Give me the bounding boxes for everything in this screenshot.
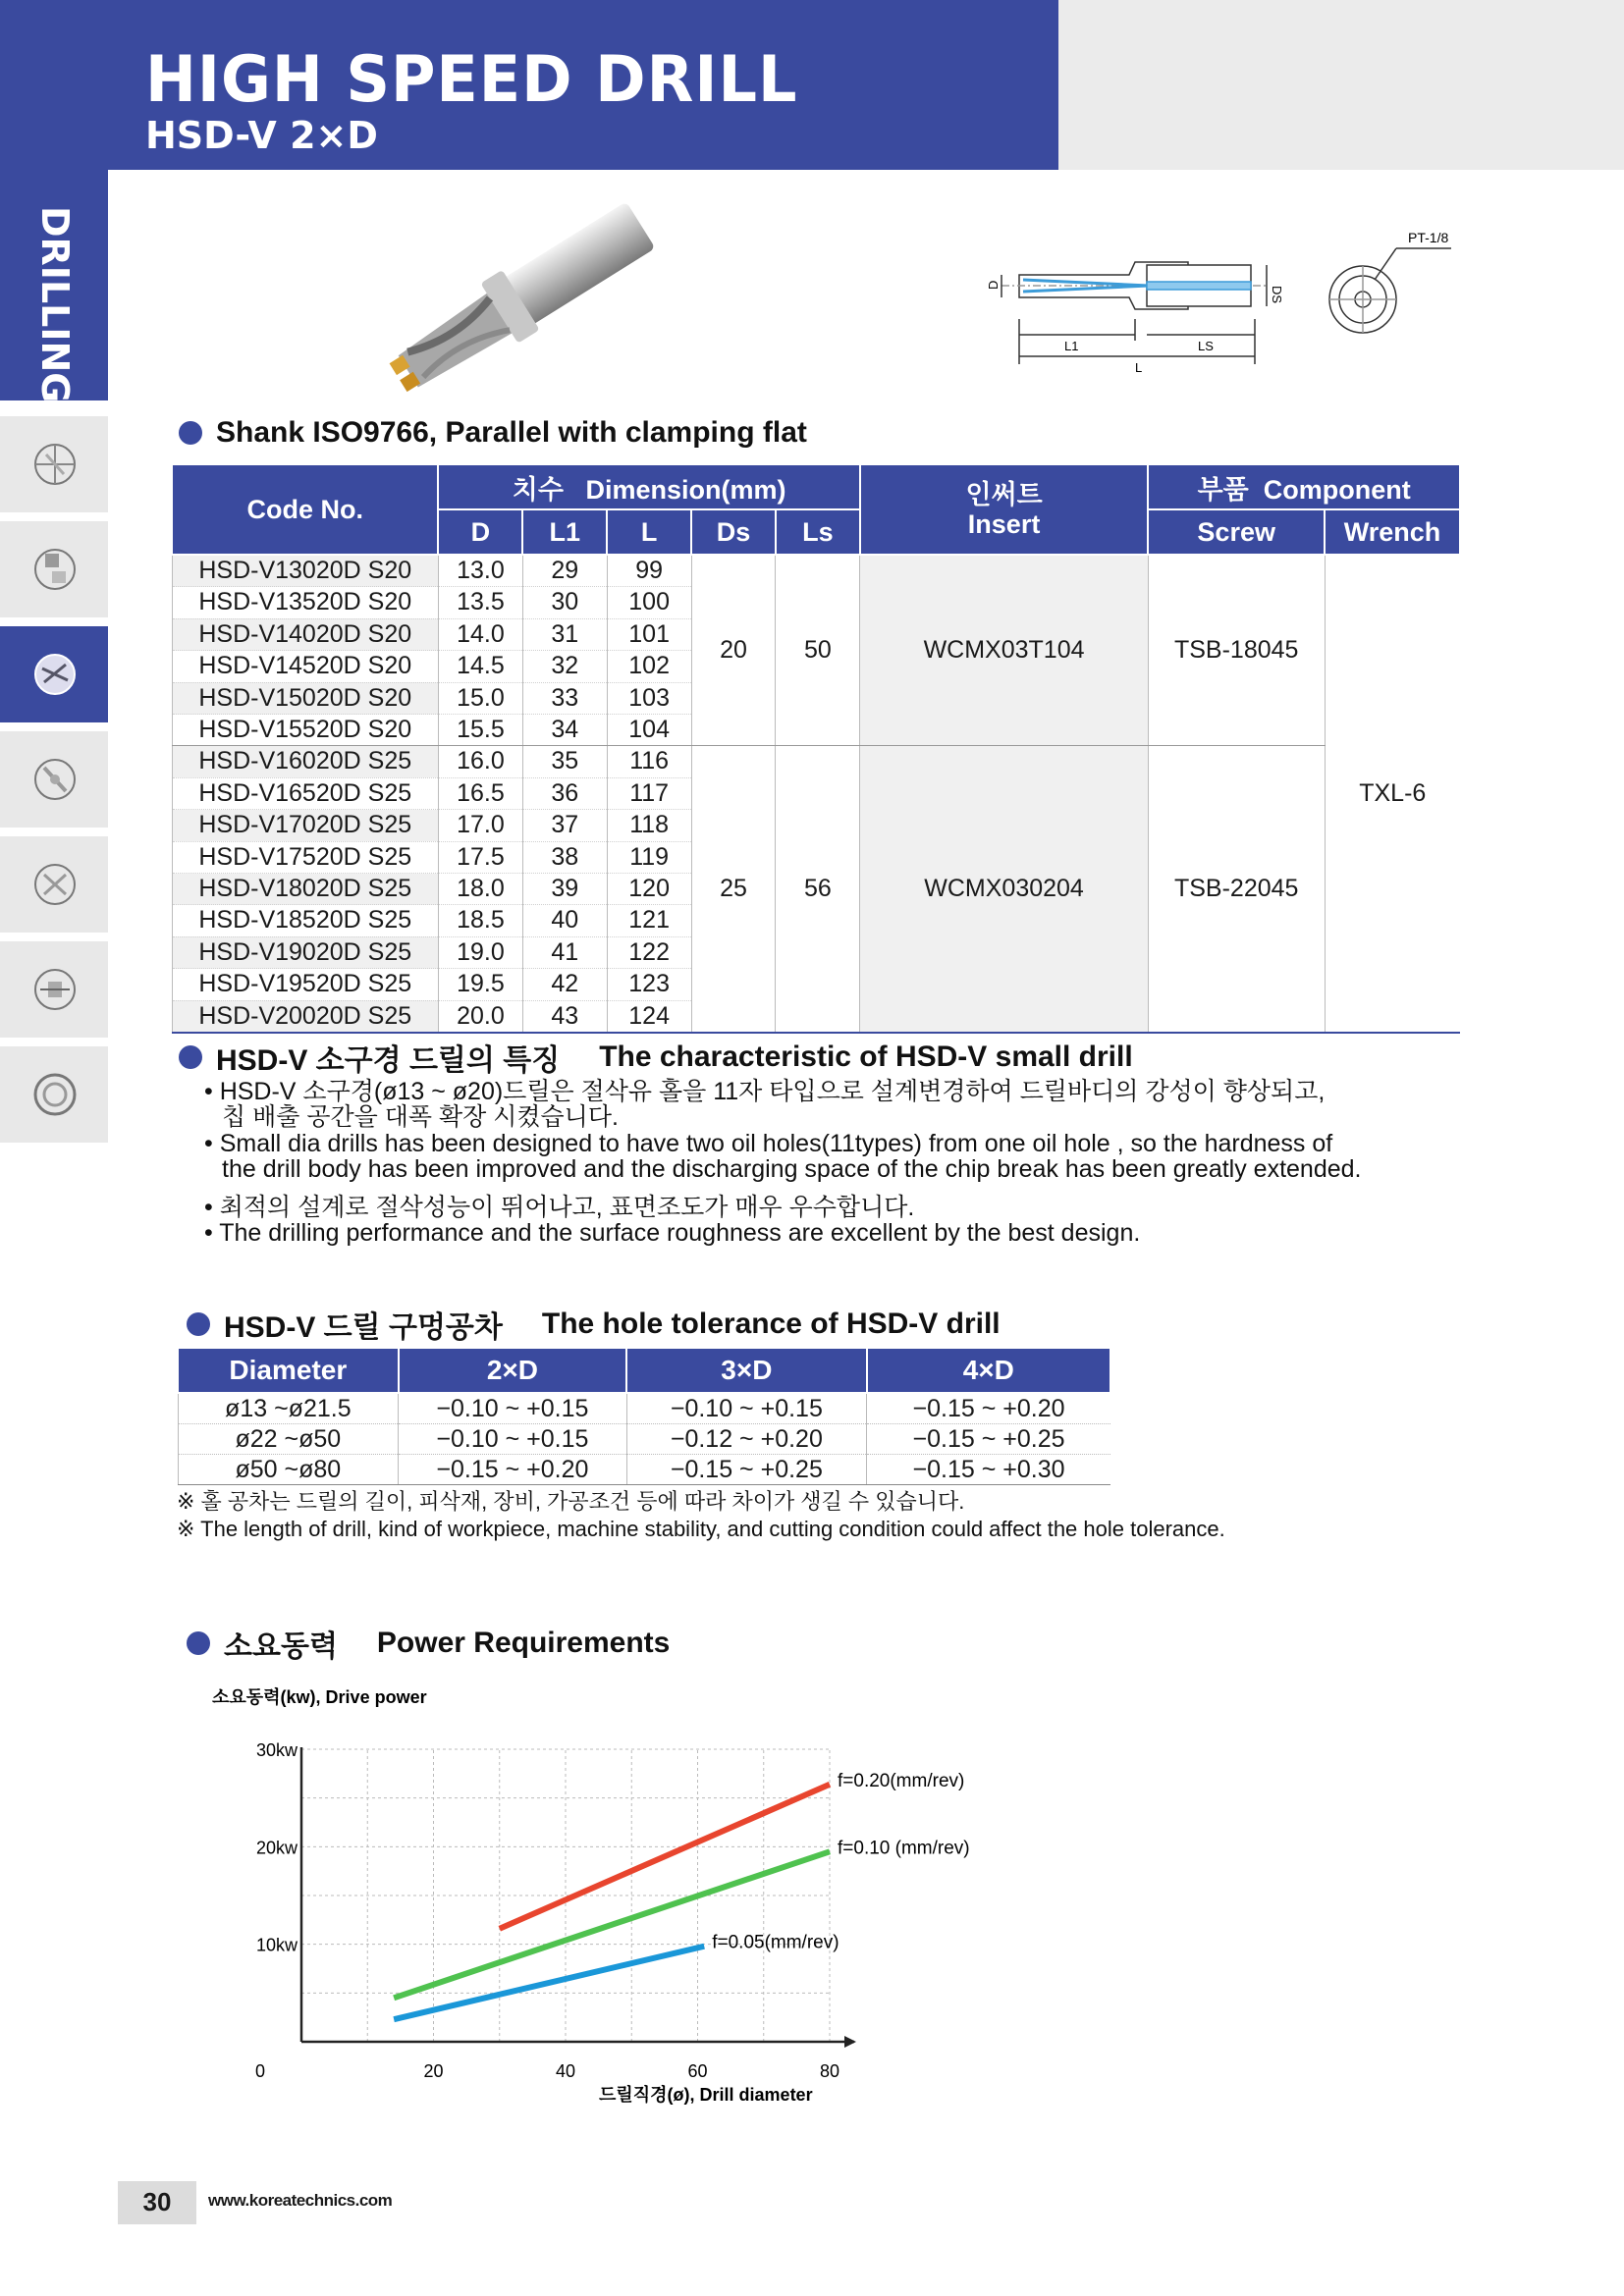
group2-ls: 56 xyxy=(776,746,860,1033)
col-dimension: 치수 Dimension(mm) xyxy=(438,464,859,509)
col-screw: Screw xyxy=(1148,509,1325,555)
series-label-3: f=0.05(mm/rev) xyxy=(712,1932,839,1953)
table-row: HSD-V19520D S25 19.5 42 123 xyxy=(172,969,1460,1000)
feature-text-en-1: • Small dia drills has been designed to have two oil holes(11types) from one oil hole , so the hardness of xyxy=(204,1130,1333,1157)
side-tab-5[interactable] xyxy=(0,836,108,933)
group2-screw: TSB-22045 xyxy=(1148,746,1325,1033)
side-tab-6[interactable] xyxy=(0,941,108,1038)
series-label-2: f=0.10 (mm/rev) xyxy=(838,1838,970,1859)
bullet-dot xyxy=(179,1045,202,1069)
table-row: HSD-V14520D S20 14.5 32 102 xyxy=(172,651,1460,682)
col-l: L xyxy=(607,509,691,555)
table-row: HSD-V16020D S25 16.0 35 116 25 56 WCMX030204 TSB-22045 xyxy=(172,746,1460,777)
drill-profile-icon xyxy=(32,538,78,601)
table-row: HSD-V16520D S25 16.5 36 117 xyxy=(172,777,1460,809)
x-axis-label: 드릴직경(ø), Drill diameter xyxy=(599,2085,813,2105)
col-code: Code No. xyxy=(172,464,438,555)
col-insert: 인써트 Insert xyxy=(860,464,1149,555)
bullet-dot xyxy=(187,1312,210,1336)
page-number: 30 xyxy=(142,2187,172,2216)
page-title: HIGH SPEED DRILL xyxy=(145,41,798,117)
table-row: HSD-V15020D S20 15.0 33 103 xyxy=(172,682,1460,714)
group1-insert: WCMX03T104 xyxy=(860,555,1149,746)
table-row: HSD-V13520D S20 13.5 30 100 xyxy=(172,587,1460,618)
y-axis-label: 소요동력(kw), Drive power xyxy=(212,1687,427,1707)
drill-profile-icon xyxy=(32,958,78,1021)
tolerance-table xyxy=(177,1347,1111,1485)
table-row: HSD-V18020D S25 18.0 39 120 xyxy=(172,874,1460,905)
series-line-2 xyxy=(394,1851,830,1998)
power-chart xyxy=(177,1679,982,2120)
bullet-dot xyxy=(179,421,202,445)
tolerance-note-ko: ※ 홀 공차는 드릴의 길이, 피삭재, 장비, 가공조건 등에 따라 차이가 생길 수 있습니다. xyxy=(177,1489,965,1514)
col-wrench: Wrench xyxy=(1325,509,1460,555)
drill-technical-drawing xyxy=(972,221,1463,388)
power-heading: 소요동력 Power Requirements xyxy=(187,1622,670,1665)
drill-profile-icon xyxy=(32,853,78,916)
group2-ds: 25 xyxy=(691,746,776,1033)
side-tab-7[interactable] xyxy=(0,1046,108,1143)
table-row: HSD-V14020D S20 14.0 31 101 xyxy=(172,618,1460,650)
table-row: ø22 ~ø50 −0.10 ~ +0.15 −0.12 ~ +0.20 −0.15 ~ +0.25 xyxy=(178,1424,1110,1455)
side-tab-3-active[interactable] xyxy=(0,626,108,722)
spec-table xyxy=(171,463,1461,1034)
feature-text-ko-1: • HSD-V 소구경(ø13 ~ ø20)드릴은 절삭유 홀을 11자 타입으로 설계변경하여 드릴바디의 강성이 향상되고, xyxy=(204,1078,1326,1105)
col-ls: Ls xyxy=(776,509,860,555)
col-4xd: 4×D xyxy=(867,1348,1110,1393)
col-component: 부품 Component xyxy=(1148,464,1460,509)
l1-label: L1 xyxy=(1064,339,1079,353)
feature-text-ko-3: • 최적의 설계로 절삭성능이 뛰어나고, 표면조도가 매우 우수합니다. xyxy=(204,1194,915,1221)
drill-profile-icon xyxy=(32,1063,78,1126)
chart-series xyxy=(394,1771,969,2019)
group1-ds: 20 xyxy=(691,555,776,746)
side-tab-1[interactable] xyxy=(0,416,108,512)
group1-screw: TSB-18045 xyxy=(1148,555,1325,746)
feature-text-ko-2: 칩 배출 공간을 대폭 확장 시켰습니다. xyxy=(222,1103,619,1131)
ls-label: LS xyxy=(1198,339,1214,353)
wrench-value: TXL-6 xyxy=(1325,555,1460,1033)
spec-heading: Shank ISO9766, Parallel with clamping flat xyxy=(179,416,807,450)
table-row: HSD-V17020D S25 17.0 37 118 xyxy=(172,810,1460,841)
col-l1: L1 xyxy=(522,509,607,555)
series-label-1: f=0.20(mm/rev) xyxy=(838,1770,965,1791)
x-tick-label: 80 xyxy=(819,2061,840,2081)
l-label: L xyxy=(1135,360,1143,375)
tolerance-note-en: ※ The length of drill, kind of workpiece, machine stability, and cutting condition could affect the hole tolerance. xyxy=(177,1517,1225,1541)
x-tick-label: 40 xyxy=(555,2061,576,2081)
drill-profile-icon xyxy=(32,643,78,706)
section-tab-label: DRILLING xyxy=(33,206,77,403)
col-diameter: Diameter xyxy=(178,1348,399,1393)
feature-text-en-3: • The drilling performance and the surface roughness are excellent by the best design. xyxy=(204,1219,1141,1247)
drill-profile-icon xyxy=(32,433,78,496)
feature-text-en-2: the drill body has been improved and the discharging space of the chip break has been greatly extended. xyxy=(222,1155,1362,1183)
y-tick-label: 20kw xyxy=(255,1838,298,1858)
group2-insert: WCMX030204 xyxy=(860,746,1149,1033)
x-tick-label: 60 xyxy=(687,2061,708,2081)
col-ds: Ds xyxy=(691,509,776,555)
side-tab-2[interactable] xyxy=(0,521,108,617)
ds-label: DS xyxy=(1270,286,1284,304)
table-row: HSD-V18520D S25 18.5 40 121 xyxy=(172,905,1460,936)
drill-product-photo xyxy=(368,201,682,398)
side-tab-4[interactable] xyxy=(0,731,108,828)
table-row: HSD-V15520D S20 15.5 34 104 xyxy=(172,715,1460,746)
table-row: ø50 ~ø80 −0.15 ~ +0.20 −0.15 ~ +0.25 −0.15 ~ +0.30 xyxy=(178,1455,1110,1485)
website-link[interactable]: www.koreatechnics.com xyxy=(208,2191,393,2210)
bullet-dot xyxy=(187,1631,210,1655)
x-tick-label: 0 xyxy=(254,2061,266,2081)
table-row: HSD-V13020D S20 13.0 29 99 20 50 WCMX03T104 TSB-18045 TXL-6 xyxy=(172,555,1460,587)
chart-grid xyxy=(301,1749,830,2042)
table-row: HSD-V20020D S25 20.0 43 124 xyxy=(172,1000,1460,1033)
col-d: D xyxy=(438,509,522,555)
table-row: HSD-V17520D S25 17.5 38 119 xyxy=(172,841,1460,873)
y-tick-label: 10kw xyxy=(255,1935,298,1955)
pt-label: PT-1/8 xyxy=(1408,230,1449,245)
group1-ls: 50 xyxy=(776,555,860,746)
x-axis-arrow xyxy=(844,2036,856,2048)
drill-profile-icon xyxy=(32,748,78,811)
table-row: HSD-V19020D S25 19.0 41 122 xyxy=(172,936,1460,968)
y-tick-label: 30kw xyxy=(255,1740,298,1760)
features-heading: HSD-V 소구경 드릴의 특징 The characteristic of HSD-V small drill xyxy=(179,1036,1133,1079)
col-3xd: 3×D xyxy=(626,1348,866,1393)
tolerance-heading: HSD-V 드릴 구멍공차 The hole tolerance of HSD-V drill xyxy=(187,1303,1001,1346)
page-subtitle: HSD-V 2×D xyxy=(145,114,378,157)
x-tick-label: 20 xyxy=(423,2061,444,2081)
d-label: D xyxy=(986,280,1001,290)
header-grey-block xyxy=(1058,0,1624,170)
col-2xd: 2×D xyxy=(399,1348,626,1393)
table-row: ø13 ~ø21.5 −0.10 ~ +0.15 −0.10 ~ +0.15 −0.15 ~ +0.20 xyxy=(178,1393,1110,1424)
